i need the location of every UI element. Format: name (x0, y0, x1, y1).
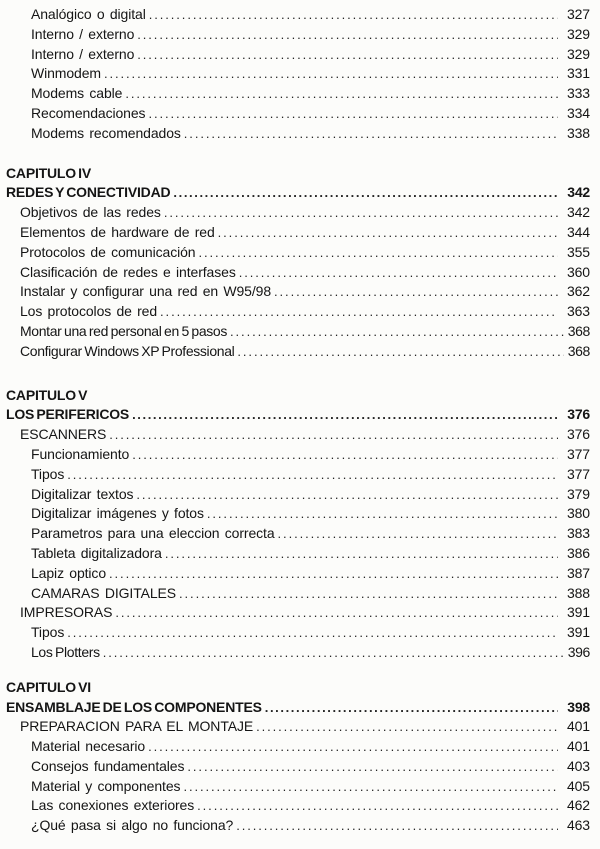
leader-dots (132, 405, 558, 425)
toc-entry-label: Las conexiones exteriores (31, 797, 195, 814)
leader-dots (137, 25, 558, 45)
leader-dots (278, 524, 558, 544)
leader-dots (197, 796, 558, 816)
toc-entry (0, 564, 590, 584)
leader-dots (67, 623, 558, 643)
toc-entry (0, 465, 590, 485)
toc-entry (0, 263, 590, 283)
toc-entry-label: Analógico o digital (31, 6, 146, 22)
toc-entry-label: Protocolos de comunicación (20, 243, 196, 260)
toc-entry-label: Modems recomendados (31, 124, 181, 141)
toc-entry-label: Tableta digitalizadora (31, 544, 162, 561)
toc-entry (0, 603, 590, 623)
leader-dots (218, 223, 558, 243)
page-number: 331 (566, 65, 590, 82)
page-number: 376 (566, 426, 590, 443)
chapter-title-entry (0, 698, 590, 718)
leader-dots (132, 445, 558, 465)
page-number: 380 (566, 505, 590, 522)
toc-entry-label: Elementos de hardware de red (20, 223, 215, 240)
chapter-heading-label: CAPITULO VI (6, 678, 91, 695)
toc-entry-label: Instalar y configurar una red en W95/98 (20, 283, 272, 300)
toc-entry (0, 643, 590, 663)
leader-dots (265, 698, 558, 718)
toc-entry (0, 64, 590, 84)
toc-entry (0, 5, 590, 25)
toc-entry (0, 737, 590, 757)
toc-entry-label: Recomendaciones (31, 104, 146, 121)
leader-dots (179, 584, 558, 604)
page-number: 398 (567, 698, 590, 715)
leader-dots (236, 816, 558, 836)
toc-entry-label: Los Plotters (31, 643, 100, 660)
leader-dots (115, 603, 558, 623)
toc-entry (0, 84, 590, 104)
page-number: 368 (567, 322, 590, 339)
toc-entry (0, 524, 590, 544)
toc-entry (0, 25, 590, 45)
page-number: 405 (566, 777, 590, 794)
toc-entry (0, 425, 590, 445)
toc-entry-label: REDES Y CONECTIVIDAD (6, 184, 171, 201)
toc-entry-label: ¿Qué pasa si algo no funciona? (31, 817, 234, 834)
leader-dots (109, 425, 558, 445)
leader-dots (160, 302, 558, 322)
toc-entry (0, 282, 590, 302)
leader-dots (173, 183, 558, 203)
page-number: 391 (566, 604, 590, 621)
leader-dots (67, 465, 558, 485)
toc-entry-label: Modems cable (31, 85, 123, 102)
toc-entry-label: CAMARAS DIGITALES (31, 584, 177, 601)
toc-entry-label: Lapiz optico (31, 564, 107, 581)
page-number: 344 (566, 223, 590, 240)
toc-entry-label: Clasificación de redes e interfases (20, 263, 236, 280)
leader-dots (239, 263, 558, 283)
leader-dots (230, 322, 564, 342)
page-number: 403 (566, 757, 590, 774)
toc-entry-label: Configurar Windows XP Professional (20, 342, 235, 359)
page-number: 327 (566, 6, 590, 22)
toc-entry (0, 223, 590, 243)
toc-entry (0, 302, 590, 322)
leader-dots (207, 504, 558, 524)
chapter-heading (0, 164, 590, 184)
page-number: 401 (566, 718, 590, 735)
toc-entry-label: Los protocolos de red (20, 303, 158, 320)
toc-entry-label: Objetivos de las redes (20, 204, 161, 221)
page-number: 329 (566, 45, 590, 62)
page-number: 342 (567, 184, 590, 201)
toc-entry-label: Montar una red personal en 5 pasos (20, 322, 228, 339)
page-number: 342 (566, 204, 590, 221)
toc-entry (0, 342, 590, 362)
toc-entry-label: Tipos (31, 465, 65, 482)
page-number: 377 (566, 465, 590, 482)
page-number: 379 (566, 485, 590, 502)
page-number: 329 (566, 25, 590, 42)
chapter-heading (0, 386, 590, 406)
toc-entry (0, 445, 590, 465)
toc-entry (0, 124, 590, 144)
leader-dots (187, 757, 558, 777)
toc-entry (0, 203, 590, 223)
toc-entry (0, 243, 590, 263)
page-number: 362 (566, 283, 590, 300)
toc-entry-label: Material necesario (31, 738, 146, 755)
leader-dots (148, 104, 558, 124)
toc-entry-label: Tipos (31, 624, 65, 641)
toc-entry (0, 104, 590, 124)
leader-dots (165, 544, 558, 564)
page-number: 355 (566, 243, 590, 260)
leader-dots (274, 282, 558, 302)
page-number: 334 (566, 104, 590, 121)
toc-entry (0, 717, 590, 737)
page-number: 396 (567, 643, 590, 660)
toc-entry-label: PREPARACION PARA EL MONTAJE (20, 718, 254, 735)
toc-entry (0, 544, 590, 564)
toc-entry-label: Digitalizar textos (31, 485, 134, 502)
page-number: 338 (566, 124, 590, 141)
page-number: 368 (567, 342, 590, 359)
toc-entry-label: ESCANNERS (20, 426, 107, 443)
toc-entry (0, 816, 590, 836)
chapter-title-entry (0, 183, 590, 203)
toc-entry-label: Consejos fundamentales (31, 757, 185, 774)
leader-dots (125, 84, 558, 104)
toc-entry (0, 777, 590, 797)
page-number: 388 (566, 584, 590, 601)
page-number: 377 (566, 445, 590, 462)
leader-dots (256, 717, 558, 737)
leader-dots (164, 203, 558, 223)
toc-entry-label: Funcionamiento (31, 445, 130, 462)
page-number: 383 (566, 525, 590, 542)
toc-entry (0, 584, 590, 604)
toc-entry (0, 504, 590, 524)
toc-entry (0, 485, 590, 505)
toc-entry-label: Material y componentes (31, 777, 181, 794)
leader-dots (199, 243, 559, 263)
page-number: 360 (566, 263, 590, 280)
leader-dots (137, 45, 558, 65)
toc-entry (0, 45, 590, 65)
toc-entry-label: LOS PERIFERICOS (6, 406, 130, 423)
page-number: 333 (566, 85, 590, 102)
toc-entry-label: Interno / externo (31, 25, 135, 42)
page-number: 463 (566, 817, 590, 834)
leader-dots (148, 737, 558, 757)
toc-entry-label: Digitalizar imágenes y fotos (31, 505, 204, 522)
leader-dots (237, 342, 564, 362)
toc-entry (0, 757, 590, 777)
page-number: 363 (566, 303, 590, 320)
toc-entry-label: Winmodem (31, 65, 101, 82)
leader-dots (149, 5, 558, 25)
leader-dots (184, 124, 558, 144)
page-number: 387 (566, 564, 590, 581)
page-number: 391 (566, 624, 590, 641)
leader-dots (136, 485, 558, 505)
leader-dots (104, 64, 558, 84)
page-number: 401 (566, 738, 590, 755)
page-number: 376 (567, 406, 590, 423)
leader-dots (109, 564, 558, 584)
toc-entry-label: Interno / externo (31, 45, 135, 62)
page-number: 386 (566, 544, 590, 561)
toc-entry-label: IMPRESORAS (20, 604, 113, 621)
chapter-heading-label: CAPITULO V (6, 386, 88, 403)
chapter-heading (0, 678, 590, 698)
leader-dots (183, 777, 558, 797)
toc-entry-label: ENSAMBLAJE DE LOS COMPONENTES (6, 698, 262, 715)
toc-entry (0, 322, 590, 342)
toc-entry (0, 623, 590, 643)
toc-entry-label: Parametros para una eleccion correcta (31, 525, 275, 542)
chapter-heading-label: CAPITULO IV (6, 164, 91, 181)
toc-entry (0, 796, 590, 816)
chapter-title-entry (0, 405, 590, 425)
page-number: 462 (566, 797, 590, 814)
leader-dots (103, 643, 564, 663)
